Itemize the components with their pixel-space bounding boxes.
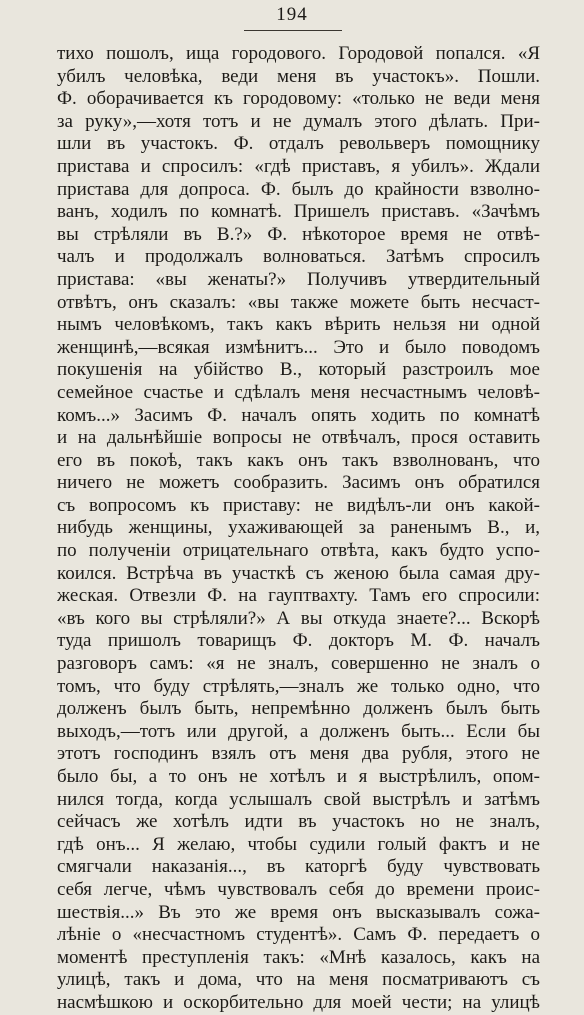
text-line: нился тогда, когда услышалъ свой выстрѣлъ и затѣмъ — [57, 788, 540, 810]
text-line: нибудь женщины, ухаживающей за раненымъ В., и, — [57, 517, 540, 539]
text-line: насмѣшкою и оскорбительно для моей чести; на улицѣ — [57, 991, 540, 1013]
text-line: этотъ господинъ взялъ отъ меня два рубля, этого не — [57, 743, 540, 765]
text-line: пристава и спросилъ: «гдѣ приставъ, я убилъ». Ждали — [57, 155, 540, 177]
text-line: ванъ, ходилъ по комнатѣ. Пришелъ приставъ. «Зачѣмъ — [57, 201, 540, 223]
text-line: томъ, что буду стрѣлять,—зналъ же только одно, что — [57, 675, 540, 697]
text-line: туда пришолъ товарищъ Ф. докторъ М. Ф. началъ — [57, 630, 540, 652]
text-line: гдѣ онъ... Я желаю, чтобы судили голый фактъ и не — [57, 833, 540, 855]
text-line: себя легче, чѣмъ чувствовалъ себя до времени проис- — [57, 878, 540, 900]
text-line: покушенія на убійство В., который разстроилъ мое — [57, 359, 540, 381]
text-line: и на дальнѣйшіе вопросы не отвѣчалъ, прося оставить — [57, 427, 540, 449]
text-line: шествія...» Въ это же время онъ высказывалъ сожа- — [57, 901, 540, 923]
text-line: комъ...» Засимъ Ф. началъ опять ходить по комнатѣ — [57, 404, 540, 426]
text-line: разговоръ самъ: «я не зналъ, совершенно не зналъ о — [57, 653, 540, 675]
page-number: 194 — [276, 4, 308, 25]
text-line: пристава для допроса. Ф. былъ до крайности взволно- — [57, 178, 540, 200]
text-line: тихо пошолъ, ища городового. Городовой попался. «Я — [57, 43, 540, 64]
text-line: Ф. оборачивается къ городовому: «только не веди меня — [57, 88, 540, 110]
text-line: отвѣтъ, онъ сказалъ: «вы также можете быть несчаст- — [57, 291, 540, 313]
text-line: «въ кого вы стрѣляли?» А вы откуда знаете?... Вскорѣ — [57, 607, 540, 629]
text-line: сейчасъ же хотѣлъ идти въ участокъ но не зналъ, — [57, 811, 540, 833]
text-line: было бы, а то онъ не хотѣлъ и я выстрѣлилъ, опом- — [57, 766, 540, 787]
text-line: семейное счастье и сдѣлалъ меня несчастнымъ человѣ- — [57, 381, 540, 403]
text-line: моментѣ преступленія такъ: «Мнѣ казалось, какъ на — [57, 946, 540, 968]
text-line: улицѣ, такъ и дома, что на меня посматриваютъ съ — [57, 969, 540, 991]
text-line: по полученіи отрицательнаго отвѣта, какъ будто успо- — [57, 540, 540, 562]
text-line: женщинѣ,—всякая измѣнитъ... Это и было поводомъ — [57, 336, 540, 358]
text-line: пристава: «вы женаты?» Получивъ утвердительный — [57, 268, 540, 290]
text-line: убилъ человѣка, веди меня въ участокъ». Пошли. — [57, 65, 540, 87]
text-line: его въ покоѣ, такъ какъ онъ такъ взволнованъ, что — [57, 449, 540, 471]
text-line: шли въ участокъ. Ф. отдалъ револьверъ помощнику — [57, 133, 540, 155]
header-rule — [244, 30, 342, 31]
text-line: ничего не можетъ сообразить. Засимъ онъ обратился — [57, 472, 540, 494]
text-line: съ вопросомъ къ приставу: не видѣлъ-ли онъ какой- — [57, 494, 540, 516]
text-line: лѣніе о «несчастномъ студентѣ». Самъ Ф. передаетъ о — [57, 924, 540, 946]
text-line: вы стрѣляли въ В.?» Ф. нѣкоторое время не отвѣ- — [57, 223, 540, 245]
text-line: чалъ и продолжалъ волноваться. Затѣмъ спросилъ — [57, 246, 540, 268]
text-line: нымъ человѣкомъ, такъ какъ вѣрить нельзя ни одной — [57, 314, 540, 336]
text-line: жеская. Отвезли Ф. на гауптвахту. Тамъ его спросили: — [57, 585, 540, 607]
text-line: коился. Встрѣча въ участкѣ съ женою была самая дру- — [57, 562, 540, 584]
text-line: смягчали наказанія..., въ каторгѣ буду чувствовать — [57, 856, 540, 878]
text-line: выходъ,—тотъ или другой, а долженъ быть... Если бы — [57, 720, 540, 742]
text-line: долженъ былъ быть, непремѣнно долженъ былъ быть — [57, 698, 540, 720]
text-line: за руку»,—хотя тотъ и не думалъ этого дѣлать. При- — [57, 110, 540, 132]
body-text — [57, 43, 540, 1015]
